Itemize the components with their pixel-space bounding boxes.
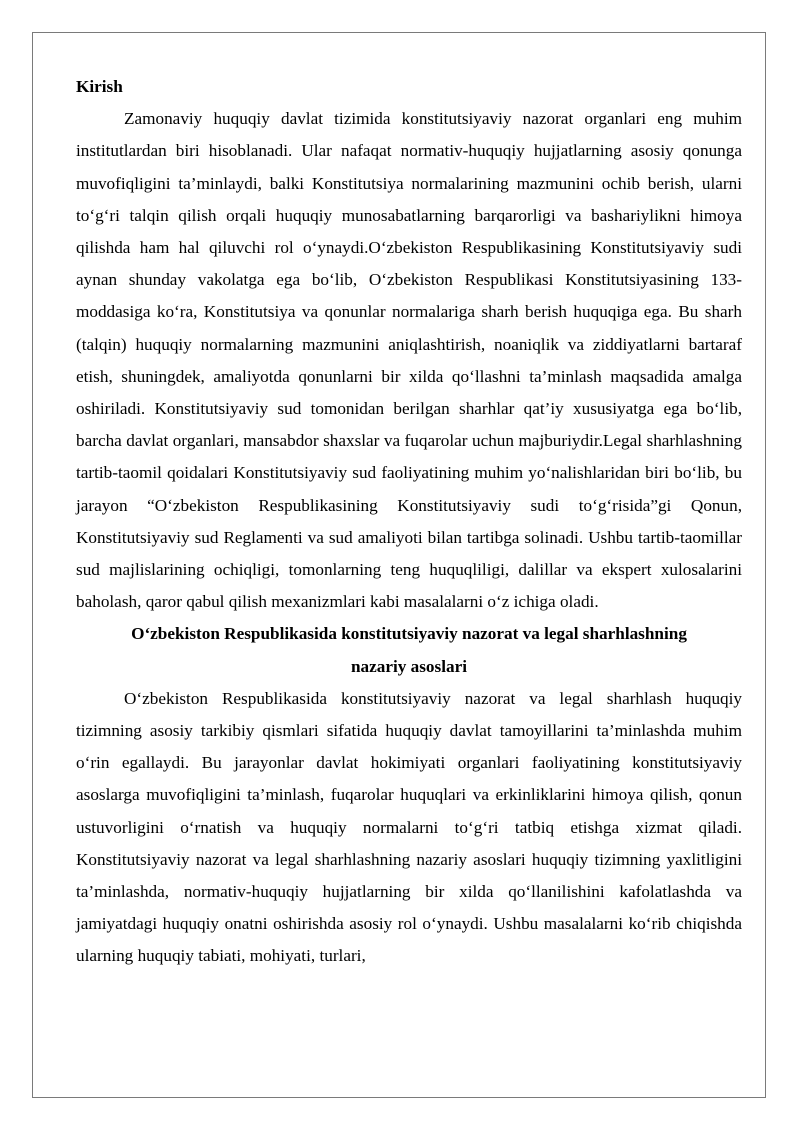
document-body [76, 71, 742, 973]
section-paragraph: O‘zbekiston Respublikasida konstitutsiyaviy nazorat va legal sharhlash huquqiy tizimning asosiy tarkibiy qismlari sifatida huquqiy davlat tamoyillarini ta’minlashda muhim o‘rin egallaydi. Bu jarayonlar davlat hokimiyati organlari faoliyatining konstitutsiyaviy asoslarga muvofiqligini ta’minlash, fuqarolar huquqlari va erkinliklarini himoya qilish, qonun ustuvorligini o‘rnatish va huquqiy normalarni to‘g‘ri tatbiq etishga xizmat qiladi. Konstitutsiyaviy nazorat va legal sharhlashning nazariy asoslari huquqiy tizimning yaxlitligini ta’minlashda, normativ-huquqiy hujjatlarning bir xilda qo‘llanilishini kafolatlashda va jamiyatdagi huquqiy onatni oshirishda asosiy rol o‘ynaydi. Ushbu masalalarni ko‘rib chiqishda ularning huquqiy tabiati, mohiyati, turlari, [76, 688, 742, 966]
intro-heading: Kirish [76, 77, 123, 96]
section-heading-line-2: nazariy asoslari [350, 656, 467, 676]
section-heading-line-1: O‘zbekiston Respublikasida konstitutsiyaviy nazorat va legal sharhlashning [131, 624, 687, 644]
section-heading [76, 618, 742, 682]
intro-paragraph: Zamonaviy huquqiy davlat tizimida konstitutsiyaviy nazorat organlari eng muhim institutlardan biri hisoblanadi. Ular nafaqat normativ-huquqiy hujjatlarning asosiy qonunga muvofiqligini ta’minlaydi, balki Konstitutsiya normalarining mazmunini ochib berish, ularni to‘g‘ri talqin qilish orqali huquqiy munosabatlarning barqarorligi va bashariylikni himoya qilishda ham hal qiluvchi rol o‘ynaydi.O‘zbekiston Respublikasining Konstitutsiyaviy sudi aynan shunday vakolatga ega bo‘lib, O‘zbekiston Respublikasi Konstitutsiyasining 133-moddasiga ko‘ra, Konstitutsiya va qonunlar normalariga sharh berish huquqiga ega. Bu sharh (talqin) huquqiy normalarning mazmunini aniqlashtirish, noaniqlik va ziddiyatlarni bartaraf etish, shuningdek, amaliyotda qonunlarni bir xilda qo‘llashni ta’minlash maqsadida amalga oshiriladi. Konstitutsiyaviy sud tomonidan berilgan sharhlar qat’iy xususiyatga ega bo‘lib, barcha davlat organlari, mansabdor shaxslar va fuqarolar uchun majburiydir.Legal sharhlashning tartib-taomil qoidalari Konstitutsiyaviy sud faoliyatining muhim yo‘nalishlaridan biri bo‘lib, bu jarayon “O‘zbekiston Respublikasining Konstitutsiyaviy sudi to‘g‘risida”gi Qonun, Konstitutsiyaviy sud Reglamenti va sud amaliyoti bilan tartibga solinadi. Ushbu tartib-taomillar sud majlislarining ochiqligi, tomonlarning teng huquqliligi, dalillar va ekspert xulosalarini baholash, qaror qabul qilish mexanizmlari kabi masalalarni o‘z ichiga oladi. [76, 109, 742, 612]
